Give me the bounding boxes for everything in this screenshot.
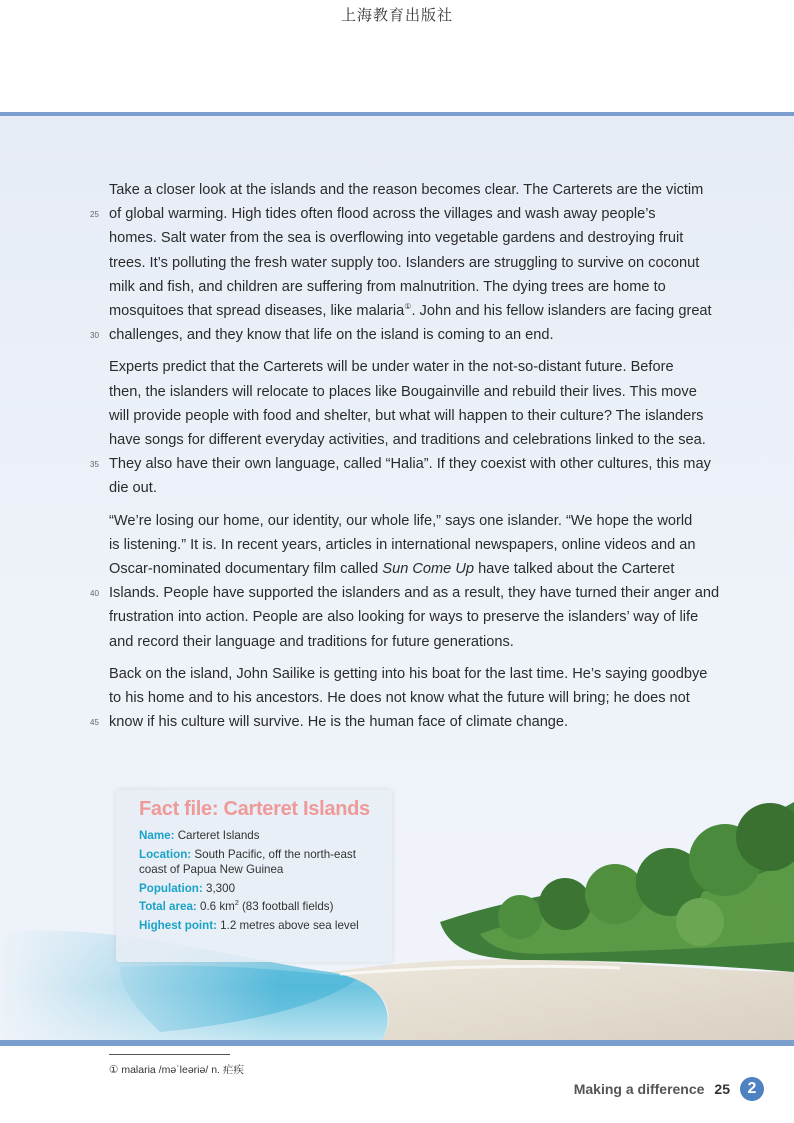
text-line [109, 428, 724, 452]
fact-file-rows [139, 828, 384, 936]
publisher-header: 上海教育出版社 [340, 6, 453, 24]
text-line [109, 557, 724, 581]
text-line [90, 581, 724, 605]
line-number: 40 [90, 589, 99, 599]
fact-row [139, 918, 384, 934]
line-number: 35 [90, 460, 99, 470]
text-line [90, 202, 724, 226]
article-body [90, 178, 724, 742]
footnote-marker: ① [404, 302, 412, 312]
line-text: of global warming. High tides often flood across the villages and wash away people’s [109, 206, 656, 223]
line-text: challenges, and they know that life on the island is coming to an end. [109, 327, 554, 344]
panel-bottom-rule [0, 1040, 794, 1046]
fact-file-box [116, 790, 392, 962]
line-text: Islands. People have supported the islanders and as a result, they have turned their anger and [109, 585, 720, 602]
fact-value: South Pacific, off the north-east coast of Papua New Guinea [139, 847, 356, 876]
line-text: Experts predict that the Carterets will be under water in the not-so-distant future. Before [109, 359, 674, 376]
fact-key: Highest point: [139, 918, 217, 932]
fact-row [139, 828, 384, 844]
line-text: “We’re losing our home, our identity, our whole life,” says one islander. “We hope the world [109, 512, 693, 529]
text-line [109, 275, 724, 299]
footer-unit-title: Making a difference [573, 1081, 705, 1097]
text-line [109, 605, 724, 629]
fact-value: 3,300 [206, 881, 236, 895]
fact-row [139, 881, 384, 897]
text-line [109, 662, 724, 686]
footnote-rule [109, 1054, 230, 1055]
line-text: have songs for different everyday activities, and traditions and celebrations linked to the sea. [109, 432, 706, 449]
text-line [109, 299, 724, 323]
text-line [109, 226, 724, 250]
line-text: milk and fish, and children are suffering from malnutrition. The dying trees are home to [109, 278, 666, 295]
text-line [109, 355, 724, 379]
fact-row [139, 847, 384, 878]
text-line [90, 710, 724, 734]
fact-key: Location: [139, 847, 192, 861]
line-text: then, the islanders will relocate to places like Bougainville and rebuild their lives. This move [109, 383, 697, 400]
fact-value: 0.6 km [200, 900, 235, 913]
line-number: 30 [90, 331, 99, 341]
line-text: homes. Salt water from the sea is overflowing into vegetable gardens and destroying fruit [109, 230, 684, 247]
fact-row [139, 899, 384, 915]
line-text: and record their language and traditions for future generations. [109, 633, 514, 650]
fact-key: Name: [139, 829, 175, 842]
text-line [109, 533, 724, 557]
paragraph [90, 662, 724, 735]
text-line [109, 509, 724, 533]
line-text: die out. [109, 480, 157, 497]
text-line [109, 404, 724, 428]
text-line [109, 476, 724, 500]
fact-value: 1.2 metres above sea level [220, 918, 359, 932]
text-line [90, 452, 724, 476]
text-line [109, 630, 724, 654]
unit-badge: 2 [740, 1077, 764, 1101]
film-title: Sun Come Up [382, 561, 475, 578]
page-number: 25 [714, 1081, 730, 1097]
line-text: mosquitoes that spread diseases, like malaria [109, 303, 405, 320]
fact-key: Total area: [139, 900, 197, 913]
line-text: Back on the island, John Sailike is getting into his boat for the last time. He’s saying goodbye [109, 665, 708, 682]
fact-value: Carteret Islands [177, 829, 260, 842]
line-text-continued: have talked about the Carteret [474, 561, 675, 578]
line-text: They also have their own language, called “Halia”. If they coexist with other cultures, this may [109, 456, 711, 473]
text-line [90, 323, 724, 347]
line-text: trees. It’s polluting the fresh water supply too. Islanders are struggling to survive on coconut [109, 254, 700, 271]
text-line [109, 251, 724, 275]
line-text: to his home and to his ancestors. He does not know what the future will bring; he does not [109, 690, 690, 707]
line-number: 25 [90, 210, 99, 220]
fact-key: Population: [139, 881, 203, 895]
fact-value-continued: (83 football fields) [238, 900, 334, 913]
panel-top-rule [0, 112, 794, 116]
line-text-continued: . John and his fellow islanders are facing great [411, 303, 712, 320]
line-text: will provide people with food and shelter, but what will happen to their culture? The islanders [109, 407, 704, 424]
page-footer [574, 1077, 764, 1101]
footnote: ① malaria /məˈleəriə/ n. 疟疾 [109, 1064, 244, 1076]
unit-superscript: 2 [234, 900, 239, 908]
line-text: Take a closer look at the islands and the reason becomes clear. The Carterets are the victim [109, 182, 704, 198]
line-text: know if his culture will survive. He is the human face of climate change. [109, 714, 569, 731]
text-line [109, 380, 724, 404]
paragraph [90, 355, 724, 500]
fact-file-title: Fact file: Carteret Islands [139, 798, 370, 820]
paragraph [90, 509, 724, 654]
line-number: 45 [90, 718, 99, 728]
line-text: is listening.” It is. In recent years, articles in international newspapers, online videos and an [109, 536, 696, 553]
paragraph [90, 178, 724, 347]
line-text: Oscar-nominated documentary film called [109, 561, 383, 578]
text-line [109, 178, 724, 202]
line-text: frustration into action. People are also looking for ways to preserve the islanders’ way of life [109, 609, 699, 626]
text-line [109, 686, 724, 710]
